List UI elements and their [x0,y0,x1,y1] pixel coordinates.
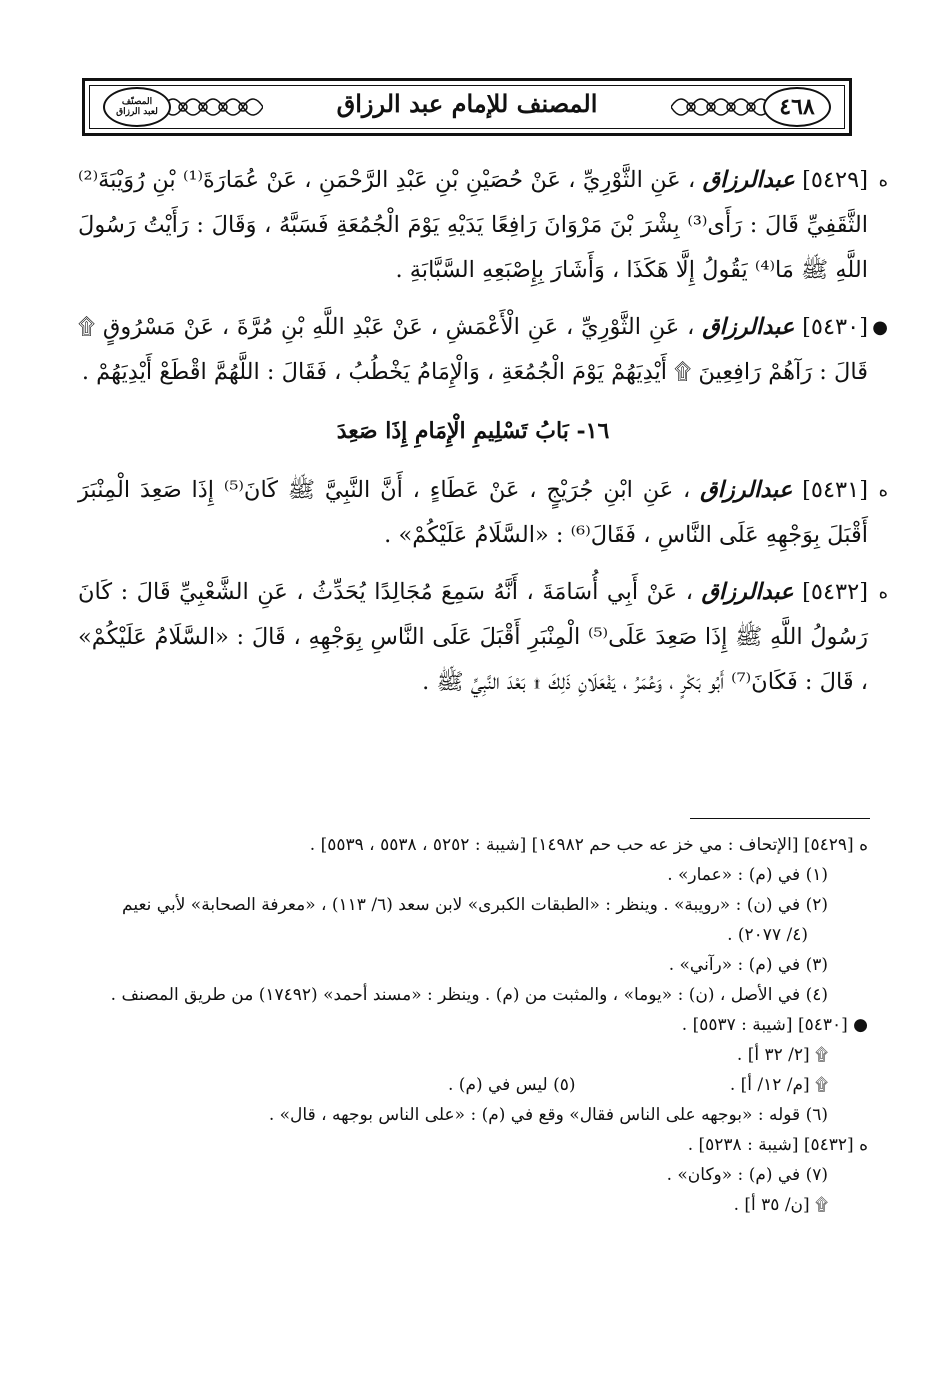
running-title: المصنف للإمام عبد الرزاق [336,89,598,118]
footnote-2: (٢) في (ن) : «رويبة» . وينظر : «الطبقات الكبرى» لابن سعد (٦/ ١١٣) ، «معرفة الصحابة» لأبي نعيم [122,895,828,915]
hadith-number: [٥٤٢٩] [802,167,868,193]
footnote-7: (٧) في (م) : «وكان» . [666,1165,828,1185]
page-number: ٤٦٨ [779,94,815,120]
hadith-5429 [78,158,888,293]
footnote-divider [690,818,870,819]
footnote-5429: ه [٥٤٢٩] [الإتحاف : مي خز عه حب حم ١٤٩٨٢] [شيبة : ٥٢٥٢ ، ٥٥٣٨ ، ٥٥٣٩] . [309,835,868,855]
seal-line-2: لعبد الرزاق [116,107,158,117]
chapter-heading: ١٦- بَابُ تَسْلِيمِ الْإِمَامِ إِذَا صَعِدَ [336,418,610,444]
footnote-2-cont: (٤/ ٢٠٧٧) . [727,925,808,945]
main-text [78,158,888,717]
margin-ref-2: ۩ [م/ ١٢/ أ] . [729,1075,828,1095]
hadith-text: ، عَنِ الثَّوْرِيِّ ، عَنِ الْأَعْمَشِ ، عَنْ عَبْدِ اللَّهِ بْنِ مُرَّةَ ، عَنْ مَسْرُوقٍ ۩ قَالَ : رَآهُمْ رَافِعِينَ ۩ أَيْدِيَهُمْ يَوْمَ الْجُمُعَةِ ، وَالْإِمَامُ يَخْطُبُ ، فَقَالَ : اللَّهُمَّ اقْطَعْ أَيْدِيَهُمْ . [78,314,868,385]
footnotes [78,830,868,1220]
seal-line-1: المصنّف [121,97,153,107]
seal-text [116,97,158,117]
hadith-5432 [78,570,888,705]
margin-ref-3: ۩ [ن/ ٣٥ أ] . [733,1195,828,1215]
footnote-5432: ه [٥٤٣٢] [شيبة : ٥٢٣٨] . [687,1135,868,1155]
hadith-marker: ه [878,480,888,501]
footnote-3: (٣) في (م) : «رآني» . [668,955,828,975]
hadith-text: ، عَنِ الثَّوْرِيِّ ، عَنْ حُصَيْنِ بْنِ عَبْدِ الرَّحْمَنِ ، عَنْ عُمَارَةَ⁽¹⁾ بْنِ رُوَيْبَةَ⁽²⁾ الثَّقَفِيِّ قَالَ : رَأَى⁽³⁾ بِشْرَ بْنَ مَرْوَانَ رَافِعًا يَدَيْهِ يَوْمَ الْجُمُعَةِ فَسَبَّهُ ، وَقَالَ : رَأَيْتُ رَسُولَ اللَّهِ ﷺ مَا⁽⁴⁾ يَقُولُ إِلَّا هَكَذَا ، وَأَشَارَ بِإِصْبَعِهِ السَّبَّابَةِ . [78,167,868,283]
hadith-text: ، عَنِ ابْنِ جُرَيْجٍ ، عَنْ عَطَاءٍ ، أَنَّ النَّبِيَّ ﷺ كَانَ⁽⁵⁾ إِذَا صَعِدَ الْمِنْبَرَ أَقْبَلَ بِوَجْهِهِ عَلَى النَّاسِ ، فَقَالَ⁽⁶⁾ : «السَّلَامُ عَلَيْكُمْ» . [78,477,868,548]
hadith-number: [٥٤٣١] [802,477,869,503]
hadith-marker: ه [878,582,888,603]
hadith-5431 [78,468,888,558]
footnote-4: (٤) في الأصل ، (ن) : «يوما» ، والمثبت من (م) . وينظر : «مسند أحمد» (١٧٤٩٢) من طريق المصنف . [110,985,828,1005]
hadith-5430 [78,305,888,395]
book-seal [103,87,171,127]
footnote-5430: ● [٥٤٣٠] [شيبة : ٥٥٣٧] . [681,1015,868,1035]
author-name: عبدالرزاق [702,314,795,340]
footnote-6: (٦) قوله : «بوجهه على الناس فقال» وقع في (م) : «على الناس بوجهه ، قال» . [268,1105,828,1125]
author-name: عبدالرزاق [701,579,794,605]
footnote-5: (٥) ليس في (م) . [448,1075,576,1095]
page-number-medallion [763,87,831,127]
hadith-number: [٥٤٣٠] [802,314,868,340]
author-name: عبدالرزاق [702,167,795,193]
hadith-marker: ه [878,170,888,191]
margin-ref-1: ۩ [٢/ ٣٢ أ] . [736,1045,828,1065]
page-header [82,78,852,136]
footnote-1: (١) في (م) : «عمار» . [667,865,828,885]
author-name: عبدالرزاق [700,477,793,503]
footnote-row [78,1070,868,1100]
hadith-text: ، عَنْ أَبِي أُسَامَةَ ، أَنَّهُ سَمِعَ مُجَالِدًا يُحَدِّثُ ، عَنِ الشَّعْبِيِّ قَالَ : كَانَ رَسُولُ اللَّهِ ﷺ إِذَا صَعِدَ عَلَى⁽⁵⁾ الْمِنْبَرِ أَقْبَلَ عَلَى النَّاسِ بِوَجْهِهِ ، قَالَ : «السَّلَامُ عَلَيْكُمْ» ، قَالَ : فَكَانَ⁽⁷⁾ أَبُو بَكْرٍ ، وَعُمَرُ ، يَفْعَلَانِ ذَلِكَ ۩ بَعْدَ النَّبِيِّ ﷺ . [78,579,868,695]
hadith-number: [٥٤٣٢] [802,579,868,605]
hadith-marker: ● [872,317,888,338]
